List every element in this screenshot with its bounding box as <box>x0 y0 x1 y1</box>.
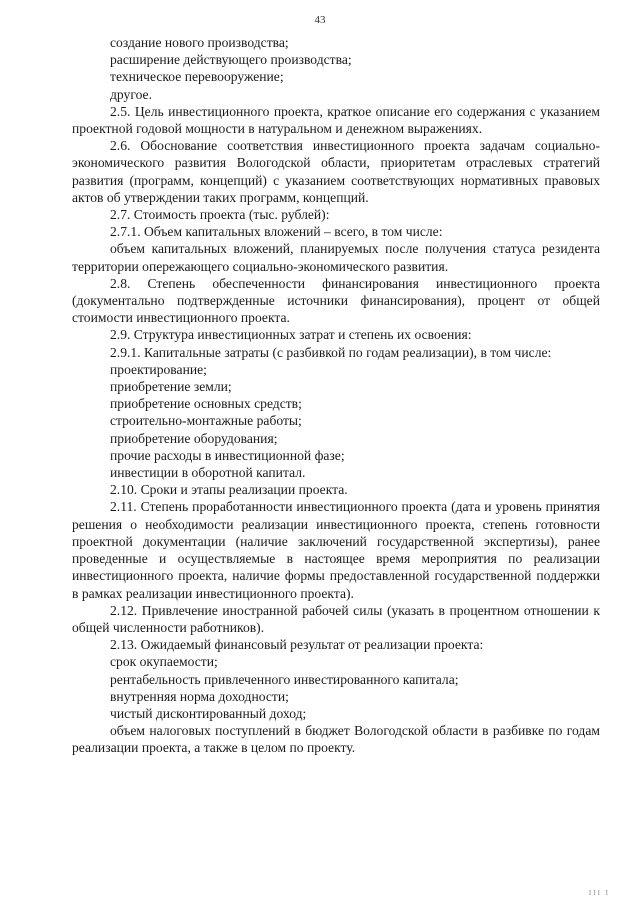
paragraph: 2.11. Степень проработанности инвестиционного проекта (дата и уровень принятия решения о необходимости реализации инвестиционного проекта, степень готовности проектной документации (наличие заключений государственной экспертизы), ранее проведенные и осуществляемые в настоящее время мероприятия по реализации инвестиционного проекта, наличие формы предоставленной государственной поддержки в рамках реализации инвестиционного проекта). <box>72 499 600 601</box>
paragraph: объем капитальных вложений, планируемых после получения статуса резидента территории опережающего социально-экономического развития. <box>72 241 600 274</box>
list-item: строительно-монтажные работы; <box>110 413 302 429</box>
list-item: рентабельность привлеченного инвестированного капитала; <box>110 671 459 687</box>
list-item: прочие расходы в инвестиционной фазе; <box>110 447 345 463</box>
list-item: другое. <box>110 86 152 102</box>
paragraph: 2.7.1. Объем капитальных вложений – всего, в том числе: <box>110 224 443 240</box>
list-item: проектирование; <box>110 361 207 377</box>
list-item: расширение действующего производства; <box>110 52 352 68</box>
list-item: срок окупаемости; <box>110 654 218 670</box>
paragraph: 2.8. Степень обеспеченности финансирования инвестиционного проекта (документально подтвержденные источники финансирования), процент от общей стоимости инвестиционного проекта. <box>72 275 600 326</box>
list-item: чистый дисконтированный доход; <box>110 705 307 721</box>
list-item: техническое перевооружение; <box>110 69 284 85</box>
paragraph: 2.10. Сроки и этапы реализации проекта. <box>110 482 348 498</box>
list-item: создание нового производства; <box>110 35 289 50</box>
paragraph: 2.9.1. Капитальные затраты (с разбивкой по годам реализации), в том числе: <box>110 344 552 360</box>
paragraph: объем налоговых поступлений в бюджет Вологодской области в разбивке по годам реализации проекта, а также в целом по проекту. <box>72 723 600 756</box>
paragraph: 2.9. Структура инвестиционных затрат и степень их освоения: <box>110 327 472 343</box>
paragraph: 2.5. Цель инвестиционного проекта, краткое описание его содержания с указанием проектной годовой мощности в натуральном и денежном выражениях. <box>72 103 600 137</box>
paragraph: 2.12. Привлечение иностранной рабочей силы (указать в процентном отношении к общей численности работников). <box>72 602 600 635</box>
list-item: приобретение земли; <box>110 379 232 395</box>
scan-footer-mark: III I <box>588 889 610 897</box>
list-item: приобретение оборудования; <box>110 430 278 446</box>
list-item: внутренняя норма доходности; <box>110 688 289 704</box>
page-number: 43 <box>314 14 326 26</box>
list-item: приобретение основных средств; <box>110 396 302 412</box>
document-body <box>72 34 600 757</box>
list-item: инвестиции в оборотной капитал. <box>110 465 306 481</box>
paragraph: 2.7. Стоимость проекта (тыс. рублей): <box>110 207 330 223</box>
paragraph: 2.13. Ожидаемый финансовый результат от реализации проекта: <box>110 637 484 653</box>
paragraph: 2.6. Обоснование соответствия инвестиционного проекта задачам социально-экономического развития Вологодской области, приоритетам отраслевых стратегий развития (программ, концепций) с указанием соответствующих нормативных правовых актов об утверждении таких программ, концепций. <box>72 138 600 205</box>
